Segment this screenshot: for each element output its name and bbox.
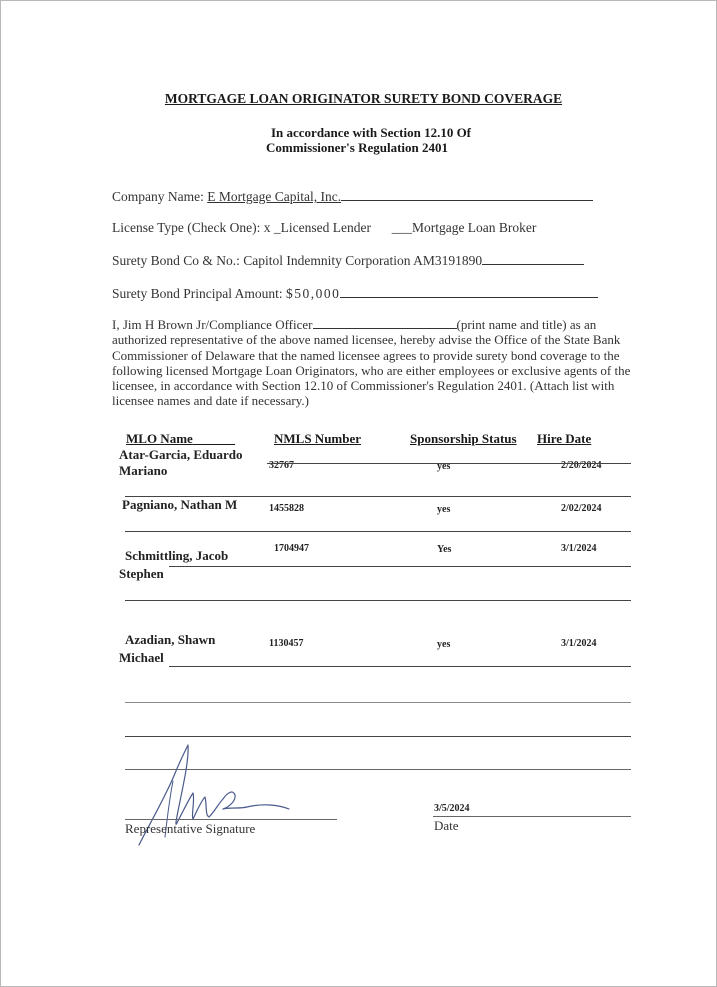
row-4-hire-date: 3/1/2024	[561, 638, 597, 649]
surety-bond-company-value: Capitol Indemnity Corporation AM3191890	[243, 253, 483, 268]
surety-bond-company-field	[112, 252, 584, 269]
company-name-blank	[341, 188, 593, 201]
row-1-status: yes	[437, 461, 451, 472]
principal-amount-field	[112, 285, 598, 302]
row-1-hire-date: 2/20/2024	[561, 460, 602, 471]
license-type-field	[112, 220, 536, 236]
row-3-status: Yes	[437, 544, 452, 555]
subtitle-line-2: Commissioner's Regulation 2401	[266, 140, 448, 155]
license-type-label: License Type (Check One):	[112, 220, 261, 235]
row-1-name-line-2: Mariano	[119, 463, 168, 478]
signature-line	[125, 819, 337, 820]
document-title: MORTGAGE LOAN ORIGINATOR SURETY BOND COVERAGE	[164, 91, 563, 106]
row-1-name-line-1: Atar-Garcia, Eduardo	[119, 447, 243, 462]
authorization-paragraph	[112, 317, 632, 409]
company-name-label: Company Name:	[112, 189, 204, 204]
licensed-lender-option: _Licensed Lender	[273, 220, 371, 235]
row-2-status: yes	[437, 504, 451, 515]
row-2-nmls: 1455828	[269, 503, 304, 514]
row-2-bottom-rule	[125, 531, 631, 532]
subtitle-line-1: In accordance with Section 12.10 Of	[270, 125, 472, 140]
row-2-name-line-1: Pagniano, Nathan M	[122, 497, 238, 512]
authorization-body: an authorized representative of the above named licensee, hereby advise the Office of the State Bank Commissioner of Delaware that the named licensee agrees to provide surety bond coverage to the following licensed Mortgage Loan Originators, who are either employees or exclusive agents of the licensee, in accordance with Section 12.10 of Commissioner's Regulation 2401. (Attach list with licensee names and date if necessary.)	[112, 317, 631, 409]
empty-row-rule-2	[125, 736, 631, 737]
row-2-hire-date: 2/02/2024	[561, 503, 602, 514]
row-3-nmls: 1704947	[274, 543, 309, 554]
print-name-title-note: (print name and title) as	[456, 317, 581, 332]
company-name-value: E Mortgage Capital, Inc.	[207, 189, 342, 204]
row-3-mid-rule	[169, 566, 631, 567]
header-mlo-name: MLO Name	[126, 431, 193, 446]
print-name-blank	[313, 317, 457, 329]
row-4-nmls: 1130457	[269, 638, 304, 649]
row-4-status: yes	[437, 639, 451, 650]
date-line	[433, 816, 631, 817]
header-hire-date: Hire Date	[537, 431, 592, 446]
header-nmls-number: NMLS Number	[274, 431, 362, 446]
date-label: Date	[434, 818, 459, 833]
company-name-field	[112, 188, 593, 205]
row-3-bottom-rule	[125, 600, 631, 601]
row-3-name-line-2: Stephen	[119, 566, 164, 581]
representative-intro: I, Jim H Brown Jr/Compliance Officer	[112, 317, 313, 332]
signed-date-value: 3/5/2024	[434, 803, 470, 814]
principal-amount-blank	[340, 285, 598, 298]
principal-amount-label: Surety Bond Principal Amount:	[112, 286, 283, 301]
row-4-name-line-2: Michael	[119, 650, 164, 665]
row-3-hire-date: 3/1/2024	[561, 543, 597, 554]
surety-bond-company-label: Surety Bond Co & No.:	[112, 253, 240, 268]
row-4-bottom-rule	[169, 666, 631, 667]
surety-bond-blank	[482, 252, 584, 265]
mortgage-loan-broker-option: ___Mortgage Loan Broker	[391, 220, 537, 235]
signature-label: Representative Signature	[125, 821, 256, 836]
row-4-name-line-1: Azadian, Shawn	[125, 632, 216, 647]
empty-row-rule-1	[125, 702, 631, 703]
license-type-check-mark: x	[263, 220, 271, 235]
row-3-name-line-1: Schmittling, Jacob	[125, 548, 229, 563]
row-1-nmls: 32767	[269, 460, 294, 471]
row-1-top-rule	[267, 463, 631, 464]
principal-amount-value: $50,000	[286, 286, 341, 301]
header-sponsorship-status: Sponsorship Status	[410, 431, 517, 446]
